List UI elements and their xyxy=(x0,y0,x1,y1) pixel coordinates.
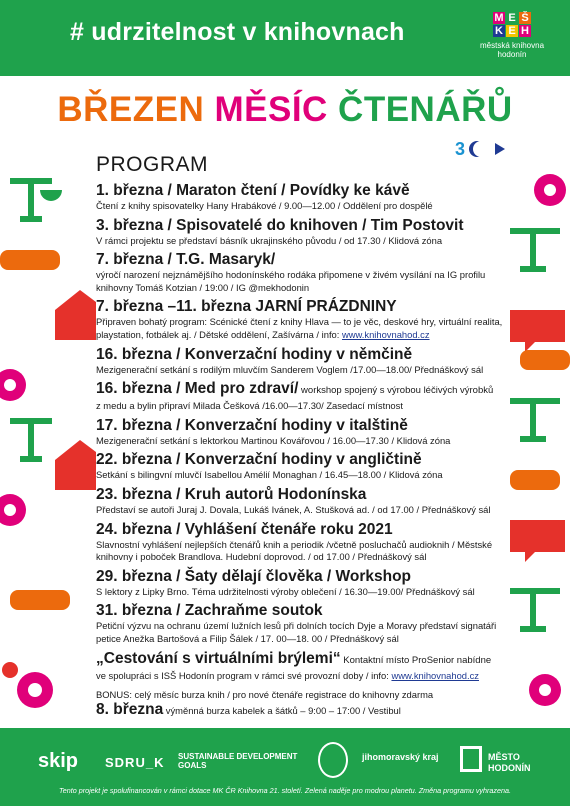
gear-icon xyxy=(534,174,566,206)
event-title xyxy=(96,250,516,269)
event-title-text: 1. března / Maraton čtení / Povídky ke kávě xyxy=(96,182,410,199)
event-item xyxy=(96,450,516,482)
event-description: z medu a bylin připraví Milada Češková /16.00—17.30/ Zasedací místnost xyxy=(96,400,403,412)
event-description-text: ve spolupráci s ISŠ Hodonín program v rámci své provozní doby / info: xyxy=(96,669,392,681)
sdg-logo: SUSTAINABLE DEVELOPMENT GOALS xyxy=(178,752,298,770)
event-description: Petiční výzvu na ochranu území lužních lesů při dolních tocích Dyje a Moravy představí signatáři petice Anežka Bartošová a Filip Šálek / 17. 00—18. 00 / Přednáškový sál xyxy=(96,620,497,644)
event-title-text: 31. března / Zachraňme soutok xyxy=(96,602,323,620)
program-heading: PROGRAM xyxy=(96,153,209,176)
event-description: S lektory z Lipky Brno. Téma udržitelnosti výroby oblečení / 16.30—19.00/ Přednáškový sál xyxy=(96,585,475,597)
event-item xyxy=(96,520,516,564)
left-decoration xyxy=(0,150,96,720)
event-item xyxy=(96,345,516,377)
event-title xyxy=(96,485,516,504)
gear-icon xyxy=(17,672,53,708)
event-title xyxy=(96,181,516,200)
logo-text-2: hodonín xyxy=(497,50,527,59)
event-description: V rámci projektu se představí básník ukrajinského původu / od 17.30 / Klidová zóna xyxy=(96,234,443,246)
house-icon xyxy=(55,290,96,340)
event-item xyxy=(96,567,516,599)
event-title-text: „Cestování s virtuálními brýlemi“ xyxy=(96,649,341,667)
logo-letter: E xyxy=(506,12,518,24)
scales-icon xyxy=(510,398,560,442)
event-title-text: 16. března / Konverzační hodiny v němčině xyxy=(96,345,413,363)
logo-letter: M xyxy=(494,12,504,24)
header-bar xyxy=(0,0,570,76)
event-item xyxy=(96,485,516,517)
scales-icon xyxy=(10,178,62,222)
scales-icon xyxy=(510,228,560,272)
event-title-text: 7. března / T.G. Masaryk/ xyxy=(96,251,276,269)
house-icon xyxy=(55,440,96,490)
three-icon: 3 xyxy=(455,138,466,159)
event-description: Slavnostní vyhlášení nejlepších čtenářů knih a periodik /včetně posluchačů audioknih / Městské knihovny i poboček Brandlova. Hudební doprovod. / od 17.00 / Přednáškový sál xyxy=(96,538,493,563)
footer-note: Tento projekt je spolufinancován v rámci dotace MK ČR Knihovna 21. století. Zelená naděje pro modrou planetu. Změna programu vyhrazena. xyxy=(58,786,511,795)
event-description: Setkání s bilingvní mluvčí Isabellou Amélií Monaghan / 16.45—18.00 / Klidová zóna xyxy=(96,469,443,481)
event-title-text: 22. března / Konverzační hodiny v angličtině xyxy=(96,451,422,469)
jmk-logo: jihomoravský kraj xyxy=(362,752,439,762)
gear-icon xyxy=(0,494,26,526)
event-title-text: 17. března / Konverzační hodiny v italštině xyxy=(96,416,408,434)
person-icon xyxy=(2,662,18,678)
event-title-text: 3. března / Spisovatelé do knihoven / Tim Postovit xyxy=(96,216,464,234)
event-title xyxy=(96,649,516,670)
gear-icon xyxy=(0,369,26,401)
main-title xyxy=(0,90,570,130)
event-title xyxy=(96,520,516,539)
hodonin-logo: MĚSTO HODONÍN xyxy=(488,752,531,773)
event-description xyxy=(96,670,516,683)
program-section xyxy=(96,153,516,719)
title-part-2: MĚSÍC xyxy=(214,90,339,129)
skip-logo: skip xyxy=(38,750,79,772)
event-title-text: 16. března / Med pro zdraví/ xyxy=(96,380,299,398)
logo-letter: E xyxy=(506,25,518,37)
emblem-icon xyxy=(318,742,348,778)
partner-logos xyxy=(0,738,570,784)
event-description: Mezigenerační setkání s lektorkou Martinou Kovářovou / 16.00—17.30 / Klidová zóna xyxy=(96,434,451,446)
event-title-text: 23. března / Kruh autorů Hodonínska xyxy=(96,485,367,503)
speech-bubble-icon xyxy=(510,520,565,562)
handshake-icon xyxy=(10,590,70,610)
logo-letter: H xyxy=(519,25,531,37)
event-description: Představí se autoři Juraj J. Dovala, Lukáš Ivánek, A. Stušková ad. / od 17.00 / Přednáškový sál xyxy=(96,503,491,515)
scales-icon xyxy=(510,588,560,632)
logo-letter: Š xyxy=(519,12,531,24)
event-item xyxy=(96,649,516,683)
title-part-3: ČTENÁŘŮ xyxy=(338,90,513,129)
event-title xyxy=(96,701,516,719)
event-item xyxy=(96,379,516,413)
event-description: Mezigenerační setkání s rodilým mluvčím Sanderem Voglem /17.00—18.00/ Přednáškový sál xyxy=(96,363,484,375)
event-title xyxy=(96,601,516,620)
speech-bubble-icon xyxy=(510,310,565,352)
hashtag-title: # udrzitelnost v knihovnach xyxy=(70,18,405,46)
event-description: výročí narození nejznámějšího hodonínského rodáka připomene v živém vysílání na IG profilu knihovny Tomáš Kotzian / 19:00 / IG @mekhodonin xyxy=(96,269,486,293)
event-item xyxy=(96,297,516,341)
gear-icon xyxy=(529,674,561,706)
event-title xyxy=(96,450,516,469)
library-website-link[interactable]: www.knihovnahod.cz xyxy=(391,669,479,681)
handshake-icon xyxy=(510,470,560,490)
event-title xyxy=(96,379,516,400)
event-title xyxy=(96,216,516,235)
sdruk-logo: SDRU_K xyxy=(105,755,165,770)
hodonin-emblem-icon xyxy=(460,746,482,772)
logo-text-1: městská knihovna xyxy=(479,41,545,50)
event-item xyxy=(96,416,516,448)
event-title xyxy=(96,345,516,364)
handshake-icon xyxy=(520,350,570,370)
library-logo xyxy=(474,10,550,66)
library-website-link[interactable]: www.knihovnahod.cz xyxy=(341,328,430,340)
event-item xyxy=(96,701,516,719)
event-item xyxy=(96,250,516,294)
event-title-text: 8. března xyxy=(96,701,164,719)
event-title-text: 24. března / Vyhlášení čtenáře roku 2021 xyxy=(96,520,393,538)
event-item xyxy=(96,181,516,213)
event-title-tail: výměnná burza kabelek a šátků – 9:00 – 17:00 / Vestibul xyxy=(163,705,401,717)
event-title-text: 29. března / Šaty dělají člověka / Workshop xyxy=(96,567,412,585)
footer-bar xyxy=(0,728,570,806)
event-title-tail: Kontaktní místo ProSenior nabídne xyxy=(340,654,492,666)
scales-icon xyxy=(10,418,52,462)
title-part-1: BŘEZEN xyxy=(57,90,215,129)
logo-letter: K xyxy=(493,25,505,37)
event-title-text: 7. března –11. března JARNÍ PRÁZDNINY xyxy=(96,298,397,316)
event-title xyxy=(96,297,516,316)
handshake-icon xyxy=(0,250,60,270)
event-description-text: Připraven bohatý program: Scénické čtení z knihy Hlava — to je věc, deskové hry, virtuální realita, playstation, fotbálek aj. / Dětské oddělení, Zašívárna / info: xyxy=(96,316,503,340)
bonus-text: BONUS: celý měsíc burza knih / pro nové čtenáře registrace do knihovny zdarma xyxy=(96,689,434,701)
event-description xyxy=(96,316,516,341)
event-item xyxy=(96,601,516,645)
event-title-tail: workshop spojený s výrobou léčivých výrobků xyxy=(298,385,494,397)
event-item xyxy=(96,216,516,248)
event-description: Čtení z knihy spisovatelky Hany Hrabákové / 9.00—12.00 / Oddělení pro dospělé xyxy=(96,200,433,211)
event-title xyxy=(96,416,516,435)
event-title xyxy=(96,567,516,586)
